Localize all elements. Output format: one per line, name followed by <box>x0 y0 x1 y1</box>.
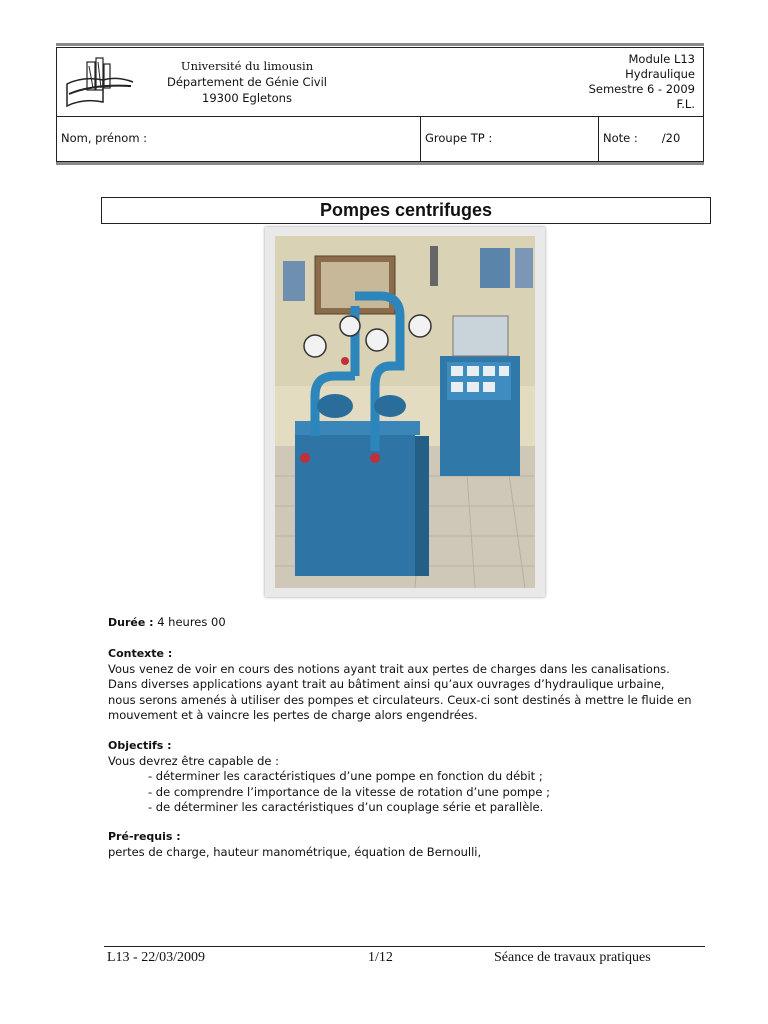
subject-name: Hydraulique <box>625 67 695 81</box>
objective-item: - de comprendre l’importance de la vitesse de rotation d’une pompe ; <box>148 784 550 799</box>
duration-value: 4 heures 00 <box>157 615 226 629</box>
semester: Semestre 6 - 2009 <box>588 82 695 96</box>
university-name: Université du limousin <box>180 59 314 73</box>
city: 19300 Egletons <box>202 91 292 105</box>
pump-bench-illustration <box>275 236 535 588</box>
context-label: Contexte : <box>108 647 173 660</box>
university-logo-icon <box>63 54 135 110</box>
header-row-student <box>57 116 703 161</box>
duration-line <box>108 615 708 631</box>
department-name: Département de Génie Civil <box>167 75 327 89</box>
footer-page-number: 1/12 <box>368 950 393 965</box>
duration-label: Durée : <box>108 616 154 629</box>
module-block <box>495 52 695 112</box>
objective-item: - déterminer les caractéristiques d’une pompe en fonction du débit ; <box>148 769 543 783</box>
header-bottom-rule <box>56 162 704 165</box>
grade-max: /20 <box>661 131 681 145</box>
group-label: Groupe TP : <box>425 131 493 145</box>
context-line: mouvement et à vaincre les pertes de charge alors engendrées. <box>108 708 478 722</box>
grade-field <box>599 116 703 161</box>
prerequisites-section <box>108 829 708 860</box>
institution-block <box>147 58 347 106</box>
context-line: Vous venez de voir en cours des notions ayant trait aux pertes de charges dans les canalisations. <box>108 661 670 676</box>
footer-right: Séance de travaux pratiques <box>494 950 651 965</box>
context-line: nous serons amenés à utiliser des pompes et circulateurs. Ceux-ci sont destinés à mettre le fluide en <box>108 692 692 707</box>
grade-label: Note : <box>603 131 638 145</box>
objectives-label: Objectifs : <box>108 739 172 752</box>
objective-item: - de déterminer les caractéristiques d’un couplage série et parallèle. <box>148 800 544 814</box>
group-field <box>421 116 599 161</box>
name-label: Nom, prénom : <box>61 131 148 145</box>
context-line: Dans diverses applications ayant trait au bâtiment ainsi qu’aux ouvrages d’hydraulique urbaine, <box>108 677 665 691</box>
author-initials: F.L. <box>676 97 695 111</box>
page-title: Pompes centrifuges <box>101 197 711 224</box>
objectives-intro: Vous devrez être capable de : <box>108 753 280 768</box>
header-row-institution <box>57 48 703 117</box>
objectives-section <box>108 738 708 816</box>
pump-test-bench-photo <box>265 227 545 597</box>
context-section <box>108 646 708 724</box>
prereq-text: pertes de charge, hauteur manométrique, équation de Bernoulli, <box>108 844 482 859</box>
name-field <box>57 116 421 161</box>
document-header <box>56 47 704 162</box>
footer-rule <box>104 946 705 947</box>
header-top-rule <box>56 43 704 46</box>
module-name: Module L13 <box>628 52 695 66</box>
footer-left: L13 - 22/03/2009 <box>107 950 205 965</box>
prereq-label: Pré-requis : <box>108 830 181 843</box>
